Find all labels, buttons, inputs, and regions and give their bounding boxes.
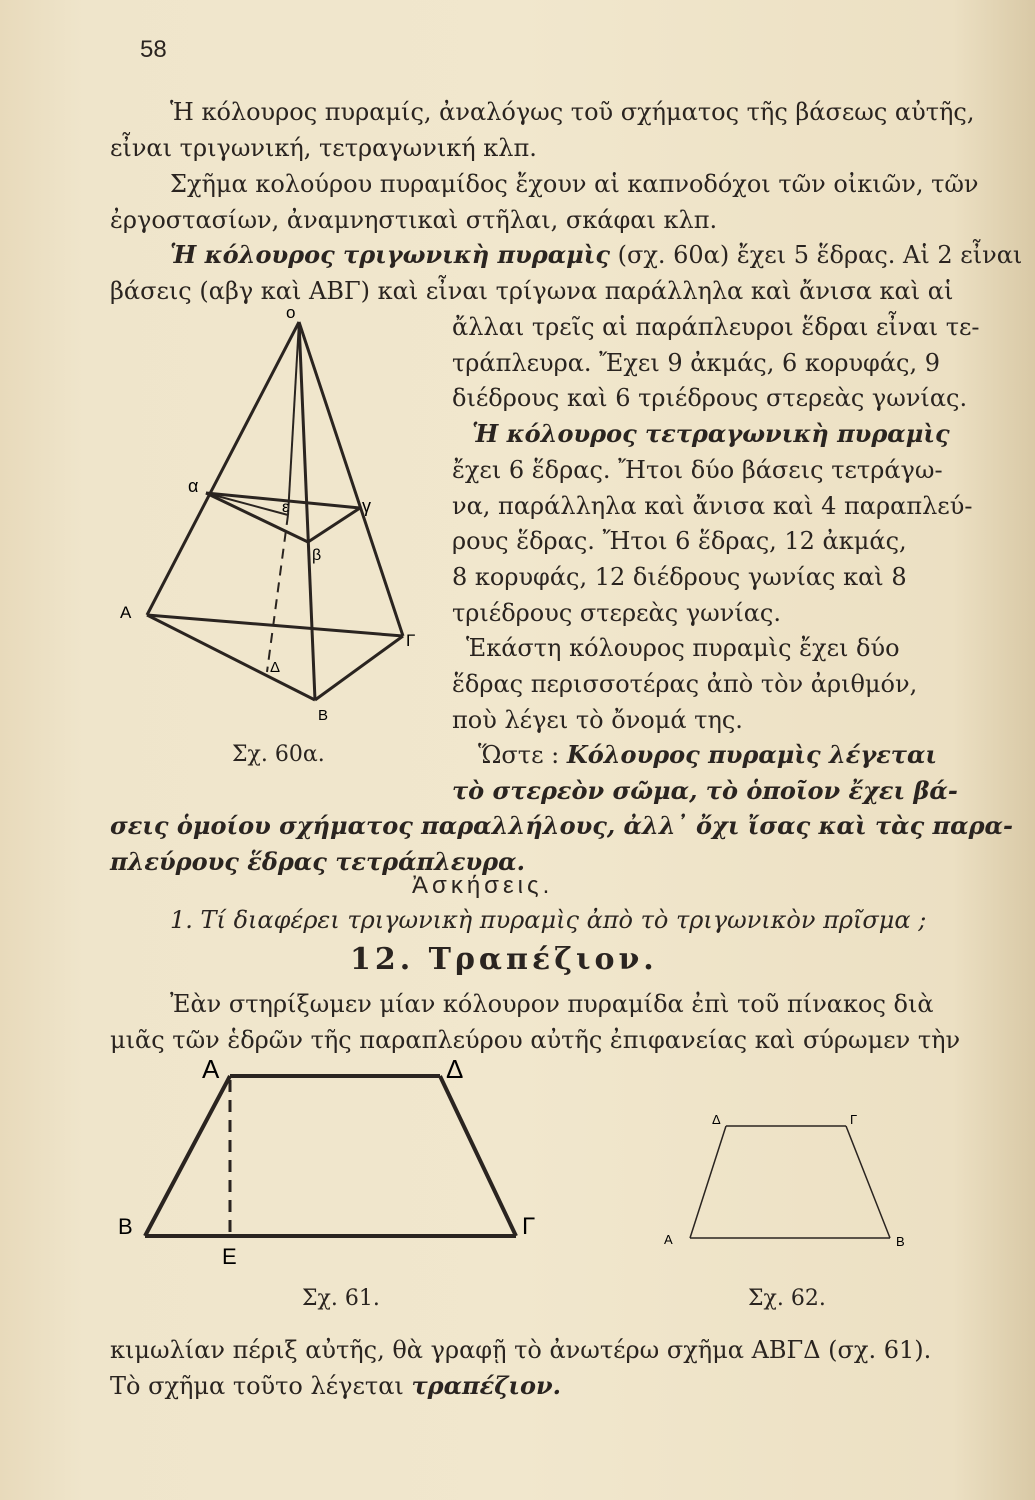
definition-line: πλεύρους ἕδρας τετράπλευρα.	[110, 847, 525, 876]
exercise-question: 1. Τί διαφέρει τριγωνικὴ πυραμὶς ἀπὸ τὸ τριγωνικὸν πρῖσμα ;	[170, 906, 927, 934]
exercises-heading: Ἀσκήσεις.	[412, 872, 554, 899]
term-truncated-triangular-pyramid: Ἡ κόλουρος τριγωνικὴ πυραμὶς	[170, 240, 610, 269]
text-line: ἐργοστασίων, ἀναμνηστικαὶ στῆλαι, σκάφαι κλπ.	[110, 206, 718, 234]
vertex-label-o: ο	[286, 303, 296, 322]
vertex-label-B: Β	[896, 1234, 905, 1249]
text-line: διέδρους καὶ 6 τριέδρους στερεὰς γωνίας.	[452, 384, 968, 412]
edge-oA	[147, 322, 299, 615]
height-line-dashed	[267, 515, 288, 672]
text-line: βάσεις (αβγ καὶ ΑΒΓ) καὶ εἶναι τρίγωνα παράλληλα καὶ ἄνισα καὶ αἱ	[110, 277, 954, 305]
term-truncated-square-pyramid: Ἡ κόλουρος τετραγωνικὴ πυραμὶς	[472, 419, 950, 448]
text-line: Ἑκάστη κόλουρος πυραμὶς ἔχει δύο	[466, 634, 900, 662]
text-line: ποὺ λέγει τὸ ὄνομά της.	[452, 706, 743, 734]
section-title: 12. Τραπέζιον.	[350, 942, 658, 977]
edge-BG	[315, 636, 403, 700]
edge-bg	[308, 508, 360, 542]
text-line: ἄλλαι τρεῖς αἱ παράπλευροι ἕδραι εἶναι τε-	[452, 313, 980, 341]
text-line: κιμωλίαν πέριξ αὐτῆς, θὰ γραφῇ τὸ ἀνωτέρω σχῆμα ΑΒΓΔ (σχ. 61).	[110, 1336, 932, 1364]
text-line: τριέδρους στερεὰς γωνίας.	[452, 599, 782, 627]
text-line: μιᾶς τῶν ἑδρῶν τῆς παραπλεύρου αὐτῆς ἐπιφανείας καὶ σύρωμεν τὴν	[110, 1026, 961, 1054]
text-line	[110, 1372, 561, 1400]
definition-line: σεις ὁμοίου σχήματος παραλλήλους, ἀλλ᾽ ὄχι ἴσας καὶ τὰς παρα-	[110, 811, 1013, 840]
vertex-label-E: Ε	[222, 1244, 237, 1269]
side-DG	[440, 1076, 516, 1236]
text-line: ἔχει 6 ἕδρας. Ἤτοι δύο βάσεις τετράγω-	[452, 456, 943, 484]
term-trapezoid: τραπέζιον.	[411, 1371, 562, 1400]
side-AD	[690, 1126, 726, 1238]
vertex-label-D: Δ	[446, 1058, 464, 1084]
text-line: εἶναι τριγωνική, τετραγωνική κλπ.	[110, 134, 537, 162]
side-AB	[145, 1076, 230, 1236]
vertex-label-D: Δ	[712, 1112, 721, 1127]
text-line: Σχῆμα κολούρου πυραμίδος ἔχουν αἱ καπνοδόχοι τῶν οἰκιῶν, τῶν	[170, 170, 979, 198]
page-number: 58	[140, 36, 167, 63]
edge-oG	[299, 322, 403, 636]
figure-62-caption: Σχ. 62.	[748, 1286, 826, 1311]
vertex-label-A: Α	[120, 603, 132, 622]
vertex-label-A: Α	[664, 1232, 673, 1247]
figure-60a-truncated-pyramid	[110, 300, 440, 770]
figure-61-caption: Σχ. 61.	[302, 1286, 380, 1311]
vertex-label-G: Γ	[406, 631, 416, 650]
text-line: ρους ἕδρας. Ἤτοι 6 ἕδρας, 12 ἀκμάς,	[452, 527, 907, 555]
vertex-label-g: γ	[362, 496, 371, 516]
edge-oB	[299, 322, 315, 700]
text-span: Ὥστε :	[478, 741, 567, 769]
definition-term: Κόλουρος πυραμὶς λέγεται	[566, 740, 938, 769]
vertex-label-a: α	[188, 476, 199, 496]
vertex-label-B: Β	[118, 1214, 133, 1239]
text-line: Ἐὰν στηρίξωμεν μίαν κόλουρον πυραμίδα ἐπὶ τοῦ πίνακος διὰ	[170, 990, 934, 1018]
figure-61-trapezoid	[110, 1058, 570, 1288]
vertex-label-D: Δ	[270, 659, 281, 676]
vertex-label-e: ε	[282, 499, 290, 516]
text-span: (σχ. 60α) ἔχει 5 ἕδρας. Αἱ 2 εἶναι	[609, 241, 1023, 269]
vertex-label-G: Γ	[850, 1112, 858, 1127]
height-line	[288, 322, 299, 515]
text-line: να, παράλληλα καὶ ἄνισα καὶ 4 παραπλεύ-	[452, 492, 973, 520]
text-span: Τὸ σχῆμα τοῦτο λέγεται	[110, 1372, 412, 1400]
vertex-label-B: Β	[318, 707, 329, 724]
text-line	[170, 241, 1022, 269]
vertex-label-A: Α	[202, 1058, 220, 1084]
definition-line	[478, 741, 937, 769]
side-GB	[846, 1126, 890, 1238]
text-line: ἕδρας περισσοτέρας ἀπὸ τὸν ἀριθμόν,	[452, 670, 918, 698]
vertex-label-b: β	[312, 547, 322, 564]
vertex-label-G: Γ	[522, 1213, 536, 1240]
definition-line: τὸ στερεὸν σῶμα, τὸ ὁποῖον ἔχει βά-	[452, 776, 958, 805]
figure-60a-caption: Σχ. 60α.	[232, 742, 325, 767]
text-line: Ἡ κόλουρος πυραμίς, ἀναλόγως τοῦ σχήματος τῆς βάσεως αὐτῆς,	[170, 98, 975, 126]
figure-62-trapezoid	[650, 1110, 920, 1255]
text-line: τράπλευρα. Ἔχει 9 ἀκμάς, 6 κορυφάς, 9	[452, 349, 941, 377]
text-line: 8 κορυφάς, 12 διέδρους γωνίας καὶ 8	[452, 563, 907, 591]
